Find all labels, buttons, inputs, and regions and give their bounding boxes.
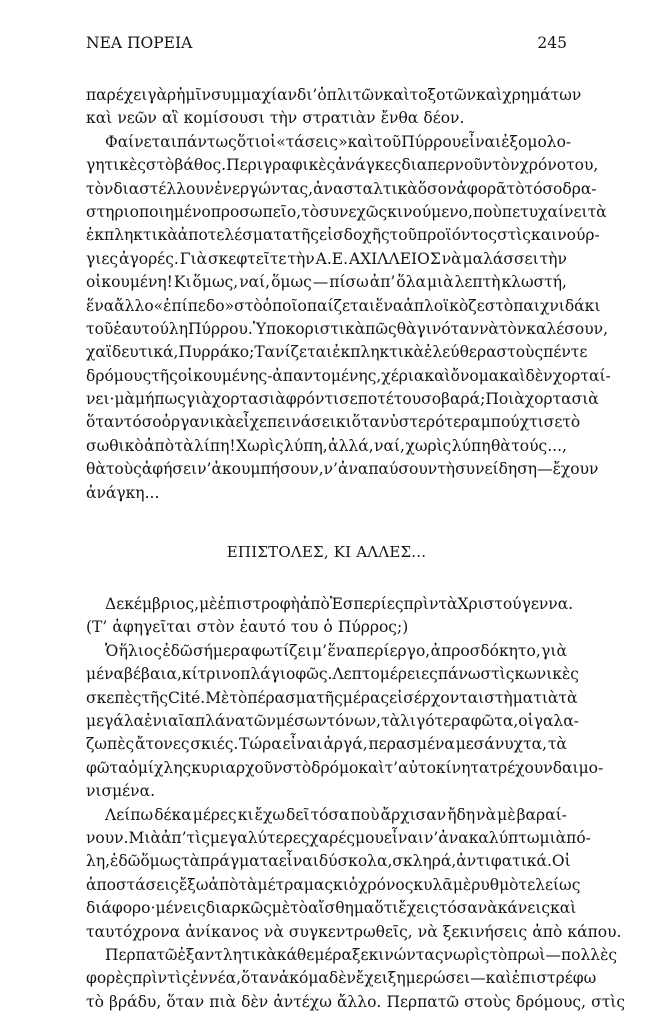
text-line: Φαίνεται πάντως ὅτι οἱ «τάσεις» καὶ τοῦ Πύρρου εἶναι ἐξομολο- [105,132,572,151]
text-line: Δεκέμβριος, μὲ ἐπιστροφὴ ἀπὸ Ἑσπερίες πρὶν τὰ Χριστούγεννα. [105,595,574,614]
paragraph [86,131,611,505]
page-number: 245 [537,34,567,52]
text-line: Περπατῶ ἐξαντλητικὰ κάθε μέρα ξεκινώντας νωρὶς τὸ πρωὶ — πολλὲς [105,945,618,964]
text-line: παρέχει γὰρ ἡμῖν συμμαχίαν δι’ ὁπλιτῶν καὶ τοξοτῶν καὶ χρημάτων [86,86,582,104]
text-line: καὶ νεῶν αἳ κομίσουσι τὴν στρατιὰν ἔνθα δέον. [86,109,465,128]
text-line: λη, ἐδῶ ὅμως τὰ πράγματα εἶναι δύσκολα, σκληρά, ἀντιφατικά. Οἱ [86,852,571,871]
text-line: ἀνάγκη... [86,483,160,502]
paragraph [86,804,622,944]
running-head [86,30,567,56]
text-line: στηριοποιημένο προσωπεῖο, τὸ συνεχῶς κινούμενο, ποὺ πετυχαίνει τὰ [86,202,607,221]
text-line: Λείπω δέκα μέρες κι ἔχω δεῖ τόσα ποὺ ἄρχισαν ἤδη νὰ μὲ βαραί- [105,805,567,824]
text-line: δρόμους τῆς οἰκουμένης-ἀπαντομένης, χέρια καὶ ὄνομα καὶ δὲν χορταί- [86,366,611,385]
text-line: ταυτόχρονα ἀνίκανος νὰ συγκεντρωθεῖς, νὰ ξεκινήσεις ἀπὸ κάπου. [86,922,622,941]
text-line: τὸ βράδυ, ὅταν πιὰ δὲν ἀντέχω ἄλλο. Περπατῶ στοὺς δρόμους, στὶς [86,992,626,1011]
text-line: θὰ τοὺς ἀφήσει ν’ ἀκουμπήσουν, ν’ ἀναπαύσουν τὴ συνείδηση — ἔχουν [86,460,599,479]
article-body [86,84,626,1014]
text-line: σκεπὲς τῆς Cité. Μὲ τὸ πέρασμα τῆς μέρας εἰσέρχονται στὴ ματιὰ τὰ [86,688,578,707]
text-line: χαϊδευτικά, Πυρράκο; Τανίζεται ἐκπληκτικὰ ἐλεύθερα στοὺς πέντε [86,343,588,362]
paragraph [86,593,574,640]
text-line: Ὁ ἥλιος ἐδῶ σήμερα φωτίζει μ’ ἕνα περίεργο, ἀπροσδόκητο, γιὰ [105,641,567,660]
text-line: φορὲς πρὶν τὶς ἐννέα, ὅταν ἀκόμα δὲν ἔχει ξημερώσει — καὶ ἐπιστρέφω [86,969,597,988]
text-line: μεγάλα ἑνιαῖα πλάνα τῶν μέσων τόνων, τὰ λιγότερα φῶτα, οἱ γαλα- [86,711,579,730]
paragraph [86,84,582,131]
text-line: τοῦ ἑαυτούλη Πύρρου. Ὑποκοριστικὰ πῶς θὰ γινόταν νὰ τὸν καλέσουν, [86,319,608,338]
text-line: νισμένα. [86,782,156,801]
text-line: ἕνα ἄλλο «ἐπίπεδο» στὸ ὁποῖο παίζεται ἕνα ἁπλοϊκὸ ζεστὸ παιχνιδάκι [86,296,601,315]
section-heading: ΕΠΙΣΤΟΛΕΣ, ΚΙ ΑΛΛΕΣ... [226,543,427,562]
text-line: γητικὲς στὸ βάθος. Περιγραφικὲς ἀνάγκες διαπερνοῦν τὸν χρόνο του, [86,156,599,175]
text-line: (Τ’ ἀφηγεῖται στὸν ἑαυτό του ὁ Πύρρος;) [86,618,409,637]
journal-title: ΝΕΑ ΠΟΡΕΙΑ [86,34,193,52]
text-line: φῶτα ὁμίχλης κυριαρχοῦν στὸ δρόμο καὶ τ’ αὐτοκίνητα τρέχουν δαιμο- [86,758,604,777]
text-line: γιες ἀγορές. Γιὰ σκεφτεῖτε τὴν Α.Ε. ΑΧΙΛΛΕΙΟΣ νὰ μαλάσσει τὴν [86,249,567,268]
text-line: διάφορο· μένεις διαρκῶς μὲ τὸ αἴσθημα ὅτι ἔχεις τόσα νὰ κάνεις καὶ [86,899,577,918]
text-line: νει· μὰ μήπως γιὰ χορτασιὰ φρόντισε ποτέ του σοβαρά; Ποιὰ χορτασιὰ [86,390,599,409]
text-line: ὅταν τόσο ὀργανικὰ εἶχε πεινάσει κι ὅταν ὑστερότερα μπούχτισε τὸ [86,413,581,432]
text-line: νουν. Μιὰ ἀπ’ τὶς μεγαλύτερες χαρές μου εἶναι ν’ ἀνακαλύπτω μιὰ πό- [86,828,591,847]
text-line: σωθικὸ ἀπὸ τὰ λίπη! Χωρὶς λύπη, ἀλλά, ναί, χωρὶς λύπη θὰ τούς..., [86,436,567,455]
text-line: ἀποστάσεις ἔξω ἀπὸ τὰ μέτρα μας κι ὁ χρόνος κυλᾶ μὲ ρυθμὸ τελείως [86,875,581,894]
text-line: ἐκπληκτικὰ ἀποτελέσματα τῆς εἰσδοχῆς τοῦ προϊόντος στὶς καινούρ- [86,226,600,245]
paragraph [86,640,604,804]
paragraph [86,944,626,1014]
text-line: μένα βέβαια, κίτρινο πλάγιο φῶς. Λεπτομέρειες πάνω στὶς κωνικὲς [86,665,579,684]
text-line: τὸν διαστέλλουν ἐνεργώντας, ἀνασταλτικὰ ὅσον ἀφορᾶ τὸ τόσο δρα- [86,179,597,198]
text-line: οἰκουμένη! Κι ὅμως, ναί, ὅμως — πίσω ἀπ’ ὅλα μιὰ λεπτὴ κλωστή, [86,273,567,292]
text-line: ζωπὲς ἄτονες σκιές. Τώρα εἶναι ἀργά, περασμένα μεσάνυχτα, τὰ [86,735,567,754]
